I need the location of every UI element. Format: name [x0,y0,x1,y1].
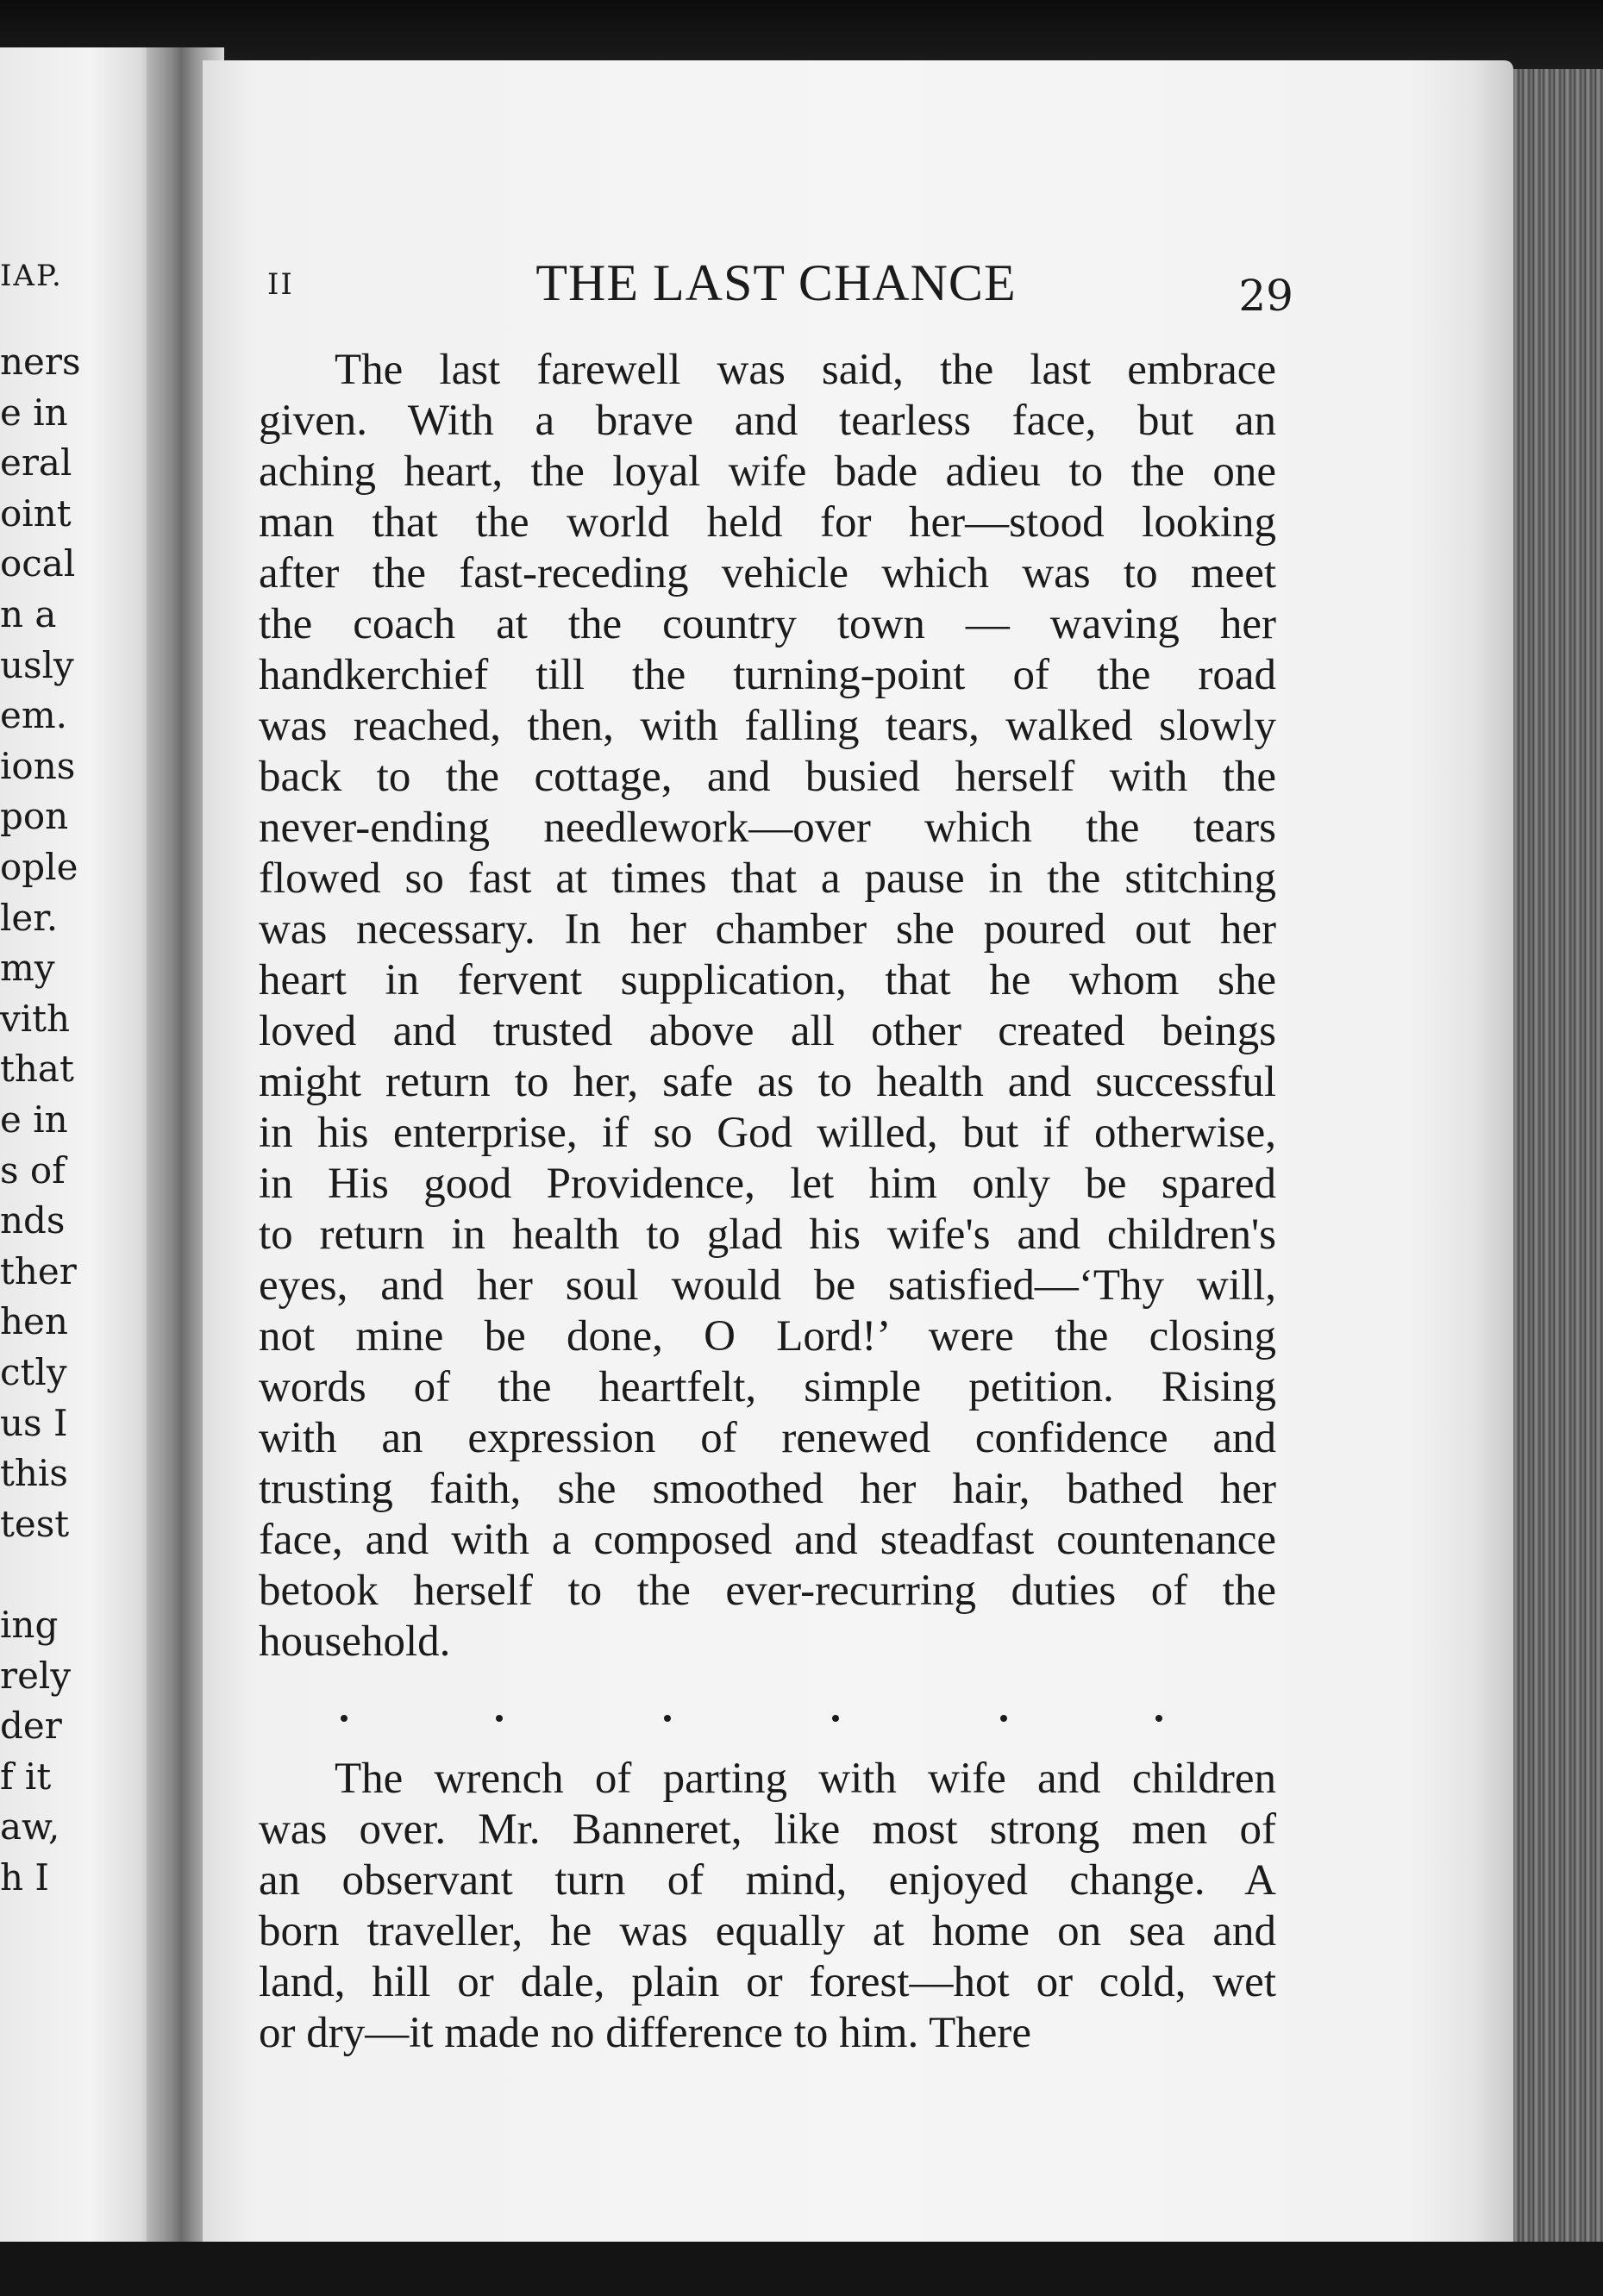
previous-page-edge [0,47,164,2255]
scan-bottom-border [0,2242,1603,2296]
separator-dot [1155,1715,1162,1722]
previous-page-line-fragment: pon [0,795,69,838]
text-line: was over. Mr. Banneret, like most strong men of [259,1805,1276,1854]
previous-page-line-fragment: eral [0,441,72,485]
text-line: loved and trusted above all other created beings [259,1007,1276,1055]
previous-page-line-fragment: my [0,947,55,990]
previous-page-line-fragment: this [0,1452,68,1495]
text-line: the coach at the country town — waving her [259,600,1276,648]
text-line: The wrench of parting with wife and children [335,1755,1276,1803]
separator-dot [832,1715,839,1722]
text-line: flowed so fast at times that a pause in the stitching [259,854,1276,903]
previous-page-line-fragment: ler. [0,896,59,939]
chapter-number: II [267,267,294,302]
previous-page-line-fragment: der [0,1705,62,1748]
previous-page-line-fragment: ople [0,846,78,888]
paragraph-2 [259,1754,1276,2059]
text-line: not mine be done, O Lord!’ were the closing [259,1312,1276,1361]
text-line: The last farewell was said, the last embrace [335,346,1276,394]
previous-page-line-fragment: ther [0,1249,77,1292]
running-head [267,250,1293,321]
text-line: an observant turn of mind, enjoyed change. A [259,1856,1276,1905]
running-title: THE LAST CHANCE [535,254,1017,311]
previous-page-line-fragment: ions [0,744,76,787]
text-line: land, hill or dale, plain or forest—hot or cold, wet [259,1958,1276,2006]
previous-page-line-fragment: usly [0,643,74,686]
text-line: eyes, and her soul would be satisfied—‘Thy will, [259,1261,1276,1310]
previous-page-line-fragment: that [0,1048,74,1091]
text-line: man that the world held for her—stood looking [259,498,1276,547]
body-text [259,345,1276,2059]
previous-page-line-fragment: hen [0,1300,68,1343]
text-line: might return to her, safe as to health and successful [259,1058,1276,1106]
separator-dot [496,1715,503,1722]
previous-page-line-fragment: e in [0,391,68,434]
text-line: trusting faith, she smoothed her hair, bathed her [259,1465,1276,1513]
text-line: given. With a brave and tearless face, but an [259,397,1276,445]
text-line: words of the heartfelt, simple petition. Rising [259,1363,1276,1411]
text-line: back to the cottage, and busied herself with the [259,753,1276,801]
text-line: betook herself to the ever-recurring duties of the [259,1567,1276,1615]
previous-page-line-fragment: vith [0,997,71,1040]
previous-page-line-fragment: aw, [0,1805,60,1849]
page-fore-edge [1513,69,1603,2250]
previous-page-line-fragment: n a [0,593,57,635]
text-line: household. [259,1617,451,1666]
separator-dot [1000,1715,1007,1722]
paragraph-1 [259,345,1276,1667]
text-line: never-ending needlework—over which the tears [259,804,1276,852]
previous-page-line-fragment: us I [0,1401,68,1444]
previous-page-line-fragment: s of [0,1148,66,1192]
text-line: was necessary. In her chamber she poured out her [259,905,1276,954]
text-line: aching heart, the loyal wife bade adieu to the one [259,447,1276,496]
previous-page-line-fragment: ctly [0,1351,67,1393]
text-line: with an expression of renewed confidence and [259,1414,1276,1462]
previous-page-line-fragment: e in [0,1098,68,1141]
previous-page-line-fragment: oint [0,491,72,535]
previous-page-line-fragment: test [0,1502,70,1545]
section-separator [259,1667,1276,1754]
text-line: was reached, then, with falling tears, walked slowly [259,702,1276,750]
scan-top-border [0,0,1603,69]
text-line: to return in health to glad his wife's and children's [259,1211,1276,1259]
text-line: face, and with a composed and steadfast countenance [259,1516,1276,1564]
previous-page-header-fragment: IAP. [0,259,63,293]
text-line: handkerchief till the turning-point of the road [259,651,1276,699]
previous-page-line-fragment: f it [0,1755,52,1798]
separator-dot [664,1715,671,1722]
text-line: in his enterprise, if so God willed, but if otherwise, [259,1109,1276,1157]
previous-page-line-fragment: h I [0,1856,49,1899]
text-line: born traveller, he was equally at home on sea and [259,1907,1276,1955]
text-line: after the fast-receding vehicle which was to meet [259,549,1276,597]
text-line: or dry—it made no difference to him. There [259,2009,1031,2057]
previous-page-line-fragment: rely [0,1654,72,1697]
previous-page-line-fragment: ners [0,341,81,383]
page-number: 29 [1238,271,1293,321]
previous-page-line-fragment: ocal [0,542,76,585]
text-line: in His good Providence, let him only be spared [259,1160,1276,1208]
previous-page-line-fragment: em. [0,694,68,737]
separator-dot [341,1715,348,1722]
previous-page-line-fragment: nds [0,1199,66,1242]
previous-page-line-fragment: ing [0,1604,59,1646]
text-line: heart in fervent supplication, that he whom she [259,956,1276,1004]
